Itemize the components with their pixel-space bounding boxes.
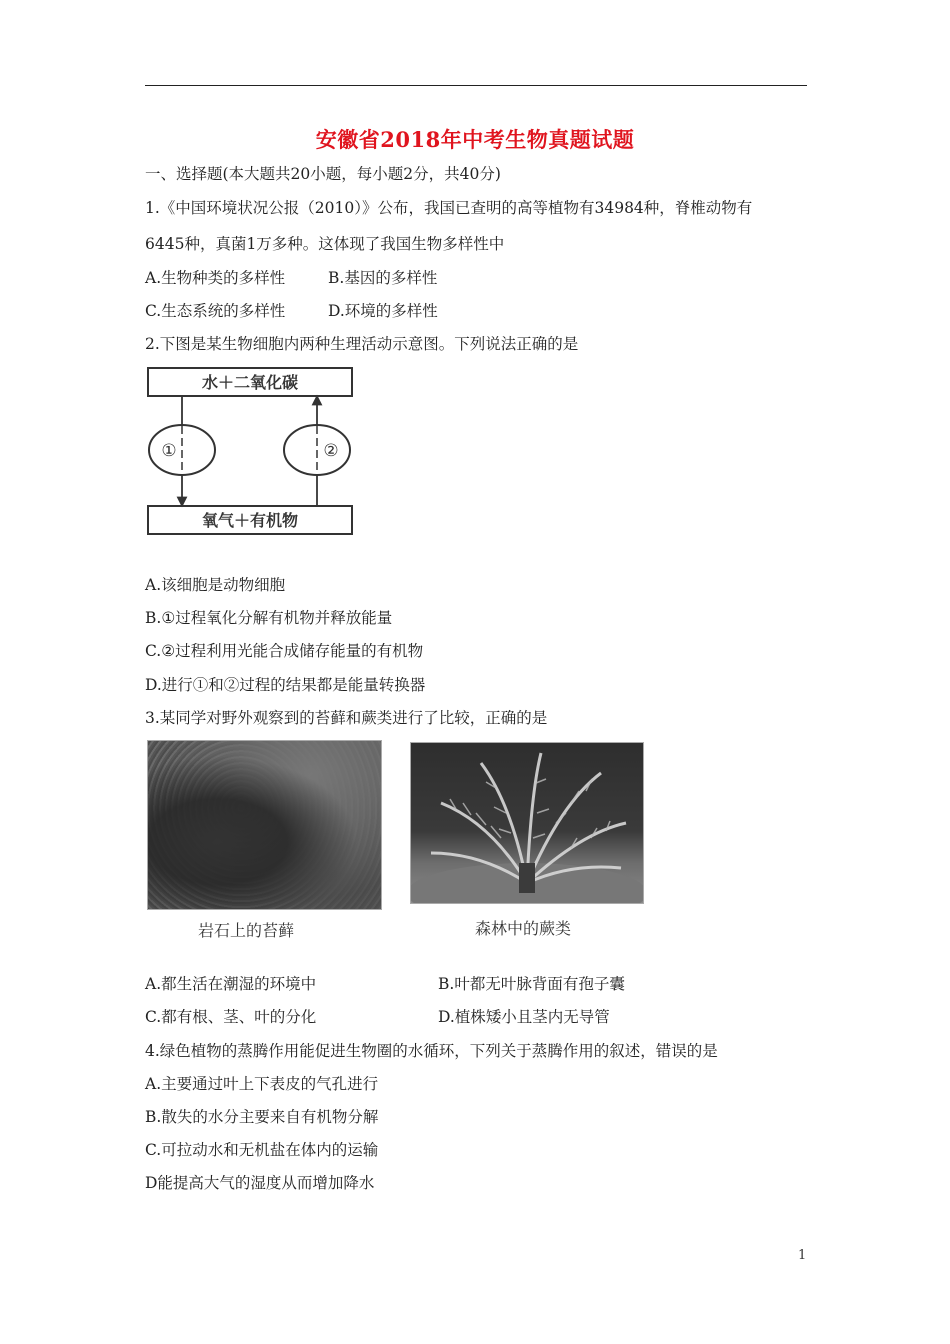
page-title: 安徽省2018年中考生物真题试题 <box>315 127 635 152</box>
q1-option-b: B.基因的多样性 <box>328 269 438 287</box>
q2-option-b: B.①过程氧化分解有机物并释放能量 <box>145 609 393 627</box>
q3-option-c: C.都有根、茎、叶的分化 <box>145 1008 317 1026</box>
q2-stem: 2.下图是某生物细胞内两种生理活动示意图。下列说法正确的是 <box>145 335 579 353</box>
q4-option-d: D能提高大气的湿度从而增加降水 <box>145 1174 375 1192</box>
q4-option-c: C.可拉动水和无机盐在体内的运输 <box>145 1141 379 1159</box>
header-rule <box>145 85 807 86</box>
page-number: 1 <box>798 1248 807 1263</box>
process-1-label: ① <box>161 441 177 461</box>
q2-diagram <box>145 366 355 538</box>
process-2-label: ② <box>323 441 339 461</box>
q4-option-b: B.散失的水分主要来自有机物分解 <box>145 1108 379 1126</box>
q1-option-a: A.生物种类的多样性 <box>145 269 286 287</box>
q3-stem: 3.某同学对野外观察到的苔藓和蕨类进行了比较，正确的是 <box>145 709 548 727</box>
moss-caption: 岩石上的苔藓 <box>198 921 295 940</box>
q4-stem: 4.绿色植物的蒸腾作用能促进生物圈的水循环，下列关于蒸腾作用的叙述，错误的是 <box>145 1042 718 1060</box>
section-heading: 一、选择题(本大题共20小题，每小题2分，共40分) <box>145 165 501 183</box>
q3-option-b: B.叶都无叶脉背面有孢子囊 <box>438 975 625 993</box>
q2-option-d: D.进行①和②过程的结果都是能量转换器 <box>145 676 426 694</box>
q3-option-d: D.植株矮小且茎内无导管 <box>438 1008 610 1026</box>
q1-stem-line2: 6445种，真菌1万多种。这体现了我国生物多样性中 <box>145 235 505 253</box>
q1-stem-line1: 1.《中国环境状况公报（2010）》公布，我国已查明的高等植物有34984种，脊椎动物有 <box>145 199 753 217</box>
q1-option-c: C.生态系统的多样性 <box>145 302 286 320</box>
top-box-label: 水＋二氧化碳 <box>201 373 299 392</box>
q2-option-a: A.该细胞是动物细胞 <box>145 576 286 594</box>
fern-photo <box>410 742 644 904</box>
moss-photo <box>147 740 382 910</box>
bottom-box-label: 氧气＋有机物 <box>201 511 299 530</box>
fern-caption: 森林中的蕨类 <box>475 919 572 938</box>
q4-option-a: A.主要通过叶上下表皮的气孔进行 <box>145 1075 379 1093</box>
q3-option-a: A.都生活在潮湿的环境中 <box>145 975 317 993</box>
q1-option-d: D.环境的多样性 <box>328 302 438 320</box>
q2-option-c: C.②过程利用光能合成储存能量的有机物 <box>145 642 424 660</box>
